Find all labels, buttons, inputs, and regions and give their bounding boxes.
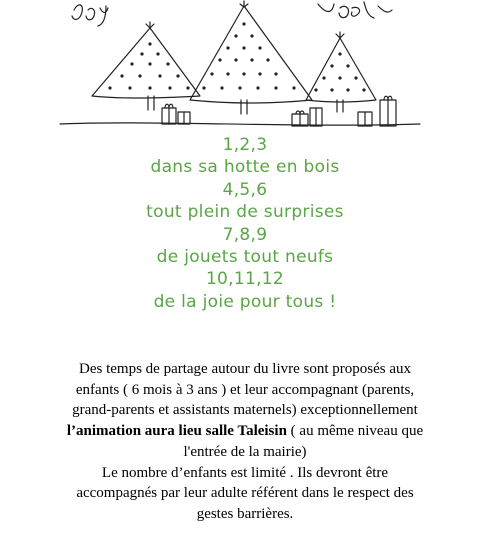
info-highlight: l’animation aura lieu salle Taleisin <box>66 423 287 440</box>
rhyme-line: 1,2,3 <box>222 135 268 155</box>
info-paragraph-1 <box>60 359 430 463</box>
rhyme-line: 7,8,9 <box>222 224 268 245</box>
info-paragraph-2: Le nombre d’enfants est limité . Ils devront être accompagnés par leur adulte référent dans le respect des gestes barrières. <box>76 464 414 522</box>
heading-script-left <box>72 5 108 26</box>
rhyme-line: 4,5,6 <box>222 179 268 200</box>
event-info <box>60 359 430 525</box>
tree-left <box>92 28 200 98</box>
rhyme-line: de la joie pour tous ! <box>153 291 337 312</box>
info-text: Des temps de partage autour du livre sont proposés aux enfants ( 6 mois à 3 ans ) et leur accompagnant (parents, grand-parents et assistants maternels) exceptionnellement <box>72 361 418 419</box>
rhyme-line: 10,11,12 <box>205 269 285 290</box>
rhyme-line: tout plein de surprises <box>146 202 344 223</box>
counting-rhyme <box>0 134 490 313</box>
rhyme-line: de jouets tout neufs <box>156 247 334 268</box>
heading-script-right <box>318 2 392 18</box>
rhyme-line: dans sa hotte en bois <box>150 157 340 178</box>
christmas-trees-illustration <box>0 0 490 132</box>
tree-right <box>306 38 376 102</box>
info-text: ( au même niveau que l'entrée de la mairie) <box>183 423 424 460</box>
